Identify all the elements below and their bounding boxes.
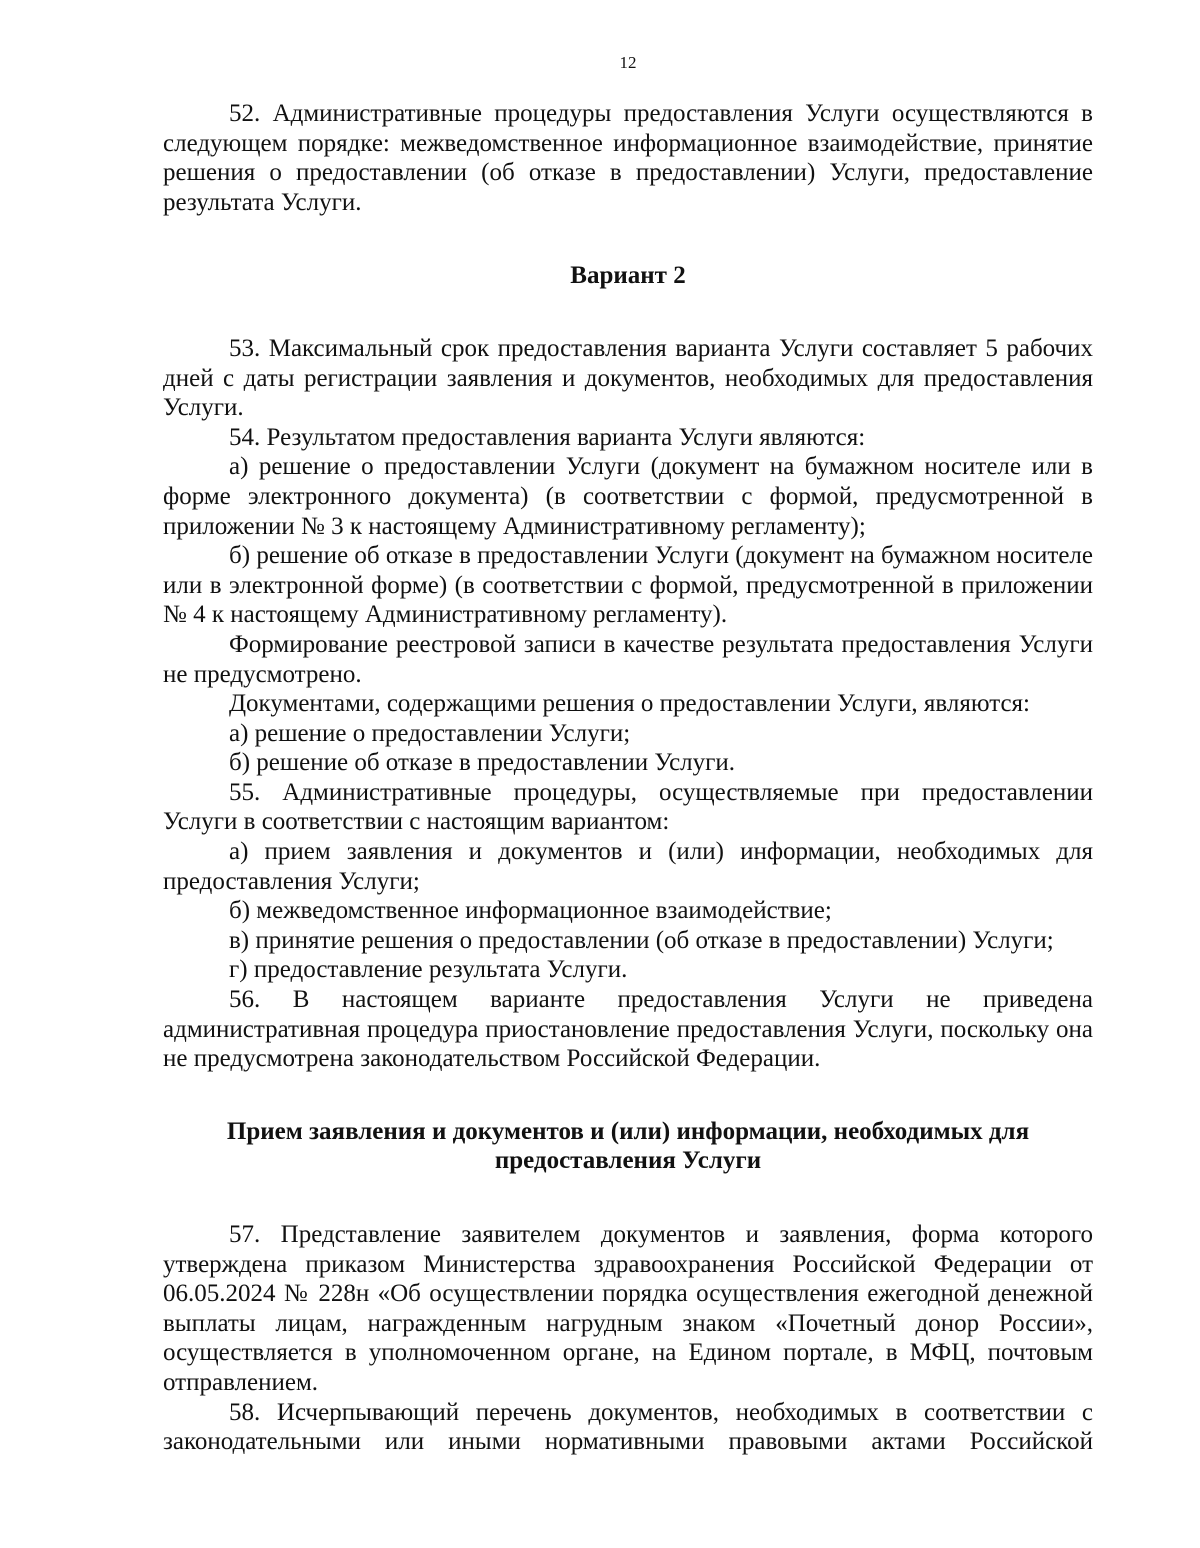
paragraph-52: 52. Административные процедуры предоставления Услуги осуществляются в следующем порядке: межведомственное информационное взаимодействие, принятие решения о предоставлении (об отказе в предоставлении) Услуги, предоставление результата Услуги. [163,100,1093,216]
paragraph-registry-record: Формирование реестровой записи в качестве результата предоставления Услуги не предусмотрено. [163,630,1093,688]
paragraph-documents-decisions: Документами, содержащими решения о предоставлении Услуги, являются: [229,690,1030,718]
heading-variant-2: Вариант 2 [570,262,686,290]
paragraph-57: 57. Представление заявителем документов и заявления, форма которого утверждена приказом Министерства здравоохранения Российской Федерации от 06.05.2024 № 228н «Об осуществлении порядка осуществления ежегодной денежной выплаты лицам, награжденным нагрудным знаком «Почетный донор России», осуществляется в уполномоченном органе, на Едином портале, в МФЦ, почтовым отправлением. [163,1221,1093,1396]
paragraph-58: 58. Исчерпывающий перечень документов, необходимых в соответствии с законодательными или иными нормативными правовыми актами Российской [163,1398,1093,1456]
paragraph-54: 54. Результатом предоставления варианта Услуги являются: [229,423,866,451]
paragraph-55-b: б) межведомственное информационное взаимодействие; [229,897,832,925]
paragraph-54-b: б) решение об отказе в предоставлении Услуги (документ на бумажном носителе или в электронной форме) (в соответствии с формой, предусмотренной в приложении № 4 к настоящему Административному регламенту). [163,542,1093,629]
page-number: 12 [619,53,637,72]
paragraph-decision-a: а) решение о предоставлении Услуги; [229,719,631,747]
paragraph-55-a: а) прием заявления и документов и (или) информации, необходимых для предоставления Услуги; [163,838,1093,895]
paragraph-55-g: г) предоставление результата Услуги. [229,956,628,984]
paragraph-decision-b: б) решение об отказе в предоставлении Услуги. [229,749,736,777]
paragraph-55-v: в) принятие решения о предоставлении (об отказе в предоставлении) Услуги; [229,926,1054,954]
paragraph-55: 55. Административные процедуры, осуществляемые при предоставлении Услуги в соответствии с настоящим вариантом: [163,778,1093,836]
paragraph-54-a: а) решение о предоставлении Услуги (документ на бумажном носителе или в форме электронного документа) (в соответствии с формой, предусмотренной в приложении № 3 к настоящему Административному регламенту); [163,453,1093,540]
heading-section-intake: Прием заявления и документов и (или) информации, необходимых для предоставления Услуги [226,1117,1030,1175]
paragraph-53: 53. Максимальный срок предоставления варианта Услуги составляет 5 рабочих дней с даты регистрации заявления и документов, необходимых для предоставления Услуги. [163,334,1093,422]
document-body [163,99,1093,1457]
paragraph-56: 56. В настоящем варианте предоставления Услуги не приведена административная процедура приостановление предоставления Услуги, поскольку она не предусмотрена законодательством Российской Федерации. [163,986,1093,1073]
